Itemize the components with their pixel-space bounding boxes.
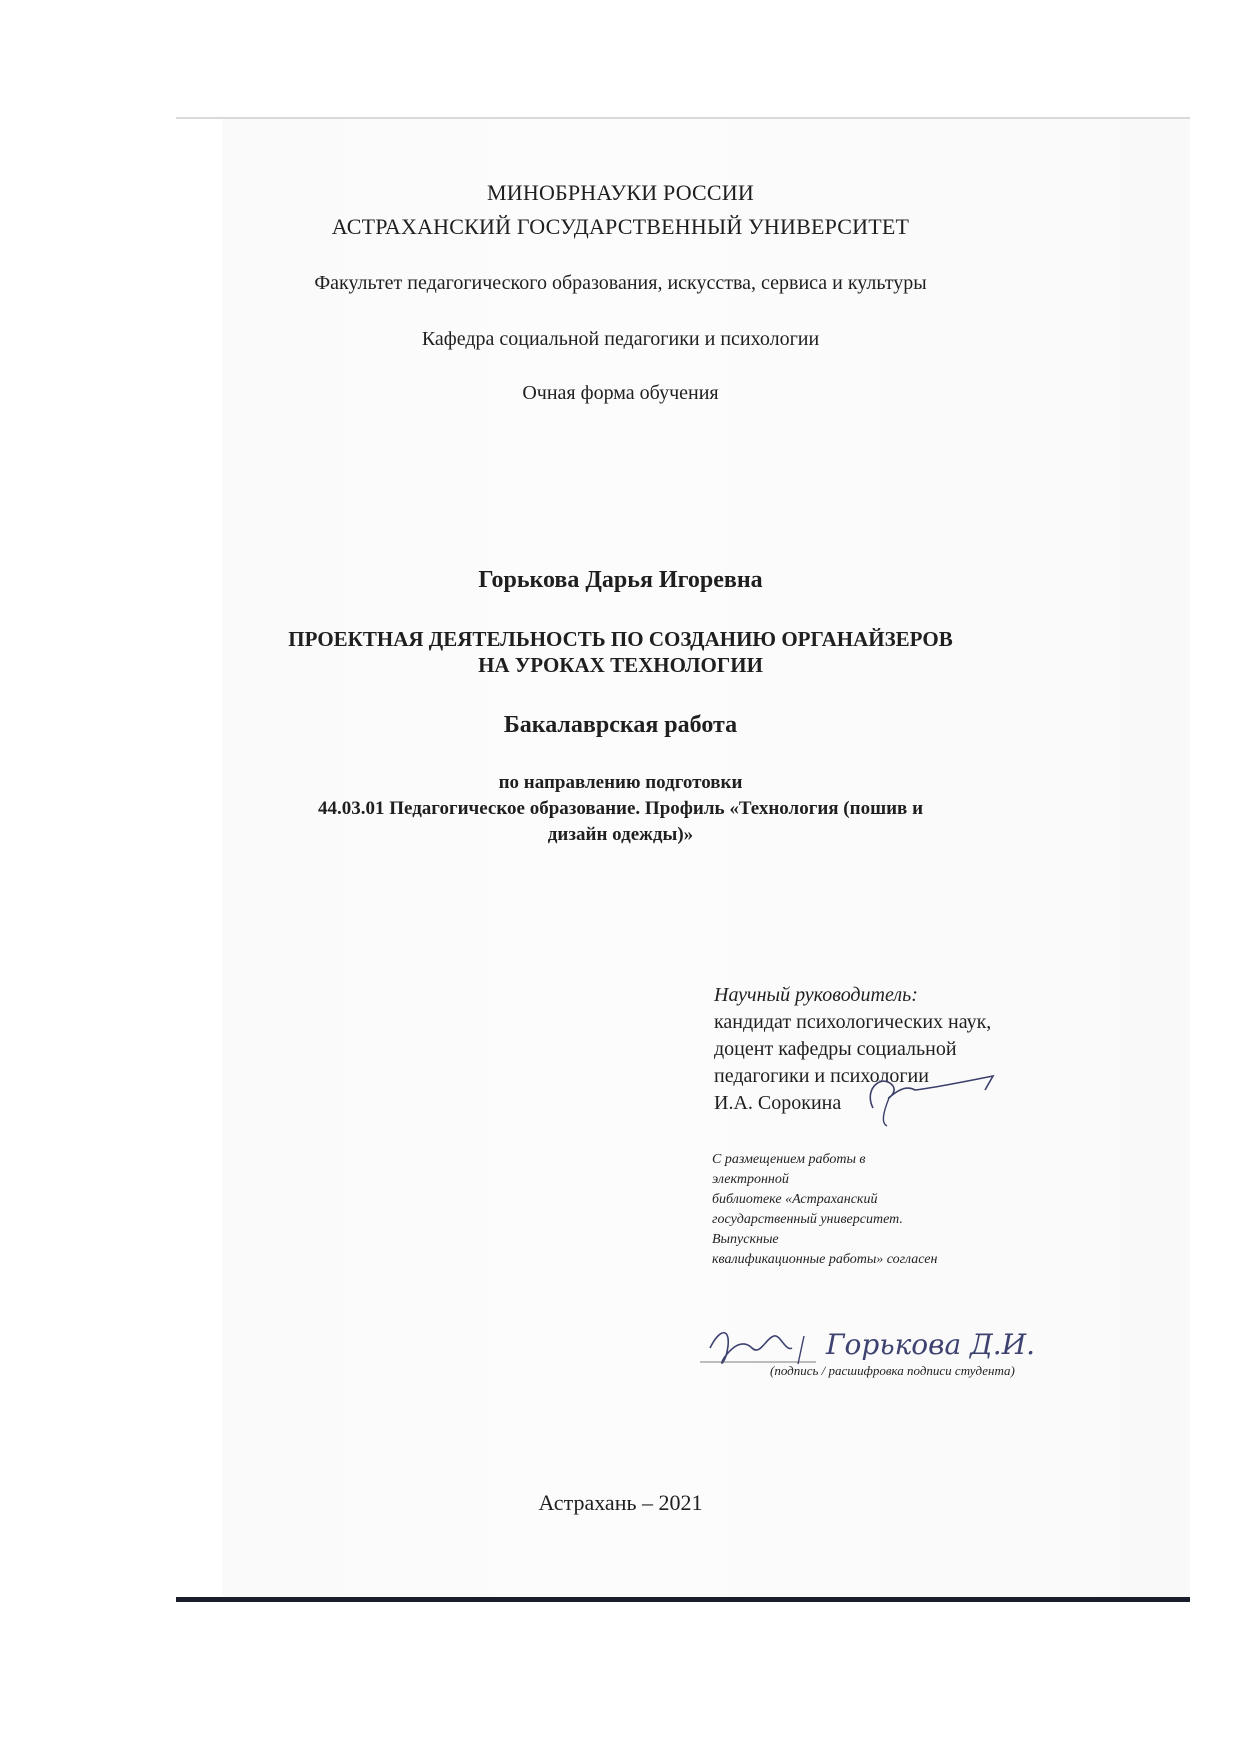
consent-note xyxy=(712,1150,1032,1270)
direction-line: дизайн одежды)» xyxy=(547,824,694,845)
faculty-name: Факультет педагогического образования, искусства, сервиса и культуры xyxy=(314,272,927,294)
direction-line: 44.03.01 Педагогическое образование. Профиль «Технология (пошив и xyxy=(317,798,924,819)
department-name: Кафедра социальной педагогики и психологии xyxy=(421,328,820,350)
supervisor-degree: кандидат психологических наук, xyxy=(714,1011,992,1033)
direction-line: по направлению подготовки xyxy=(498,772,743,793)
consent-line: электронной xyxy=(712,1172,789,1187)
supervisor-caption: Научный руководитель: xyxy=(714,984,918,1006)
supervisor-name: И.А. Сорокина xyxy=(714,1092,842,1114)
supervisor-signature xyxy=(853,1068,1003,1128)
bottom-divider xyxy=(176,1597,1190,1602)
supervisor-position: доцент кафедры социальной xyxy=(714,1038,957,1060)
university-name: АСТРАХАНСКИЙ ГОСУДАРСТВЕННЫЙ УНИВЕРСИТЕТ xyxy=(331,214,910,239)
study-direction xyxy=(0,770,1241,848)
consent-line: библиотеке «Астраханский xyxy=(712,1192,878,1207)
consent-line: государственный университет. xyxy=(712,1212,903,1227)
ministry-name: МИНОБРНАУКИ РОССИИ xyxy=(487,180,754,205)
supervisor-department: педагогики и психологии xyxy=(714,1065,929,1087)
thesis-title-line: ПРОЕКТНАЯ ДЕЯТЕЛЬНОСТЬ ПО СОЗДАНИЮ ОРГАНАЙЗЕРОВ xyxy=(288,627,953,651)
consent-line: квалификационные работы» согласен xyxy=(712,1252,938,1267)
consent-line: Выпускные xyxy=(712,1232,779,1247)
work-type: Бакалаврская работа xyxy=(503,712,738,738)
student-signature-name: Горькова Д.И. xyxy=(826,1328,1036,1361)
city-year: Астрахань – 2021 xyxy=(538,1490,703,1515)
author-name: Горькова Дарья Игоревна xyxy=(478,567,763,593)
consent-line: С размещением работы в xyxy=(712,1152,866,1167)
thesis-title-line: НА УРОКАХ ТЕХНОЛОГИИ xyxy=(478,653,763,677)
thesis-title xyxy=(0,626,1241,678)
study-form: Очная форма обучения xyxy=(522,382,719,404)
supervisor-block xyxy=(714,982,1054,1117)
signature-caption: (подпись / расшифровка подписи студента) xyxy=(770,1363,1015,1378)
